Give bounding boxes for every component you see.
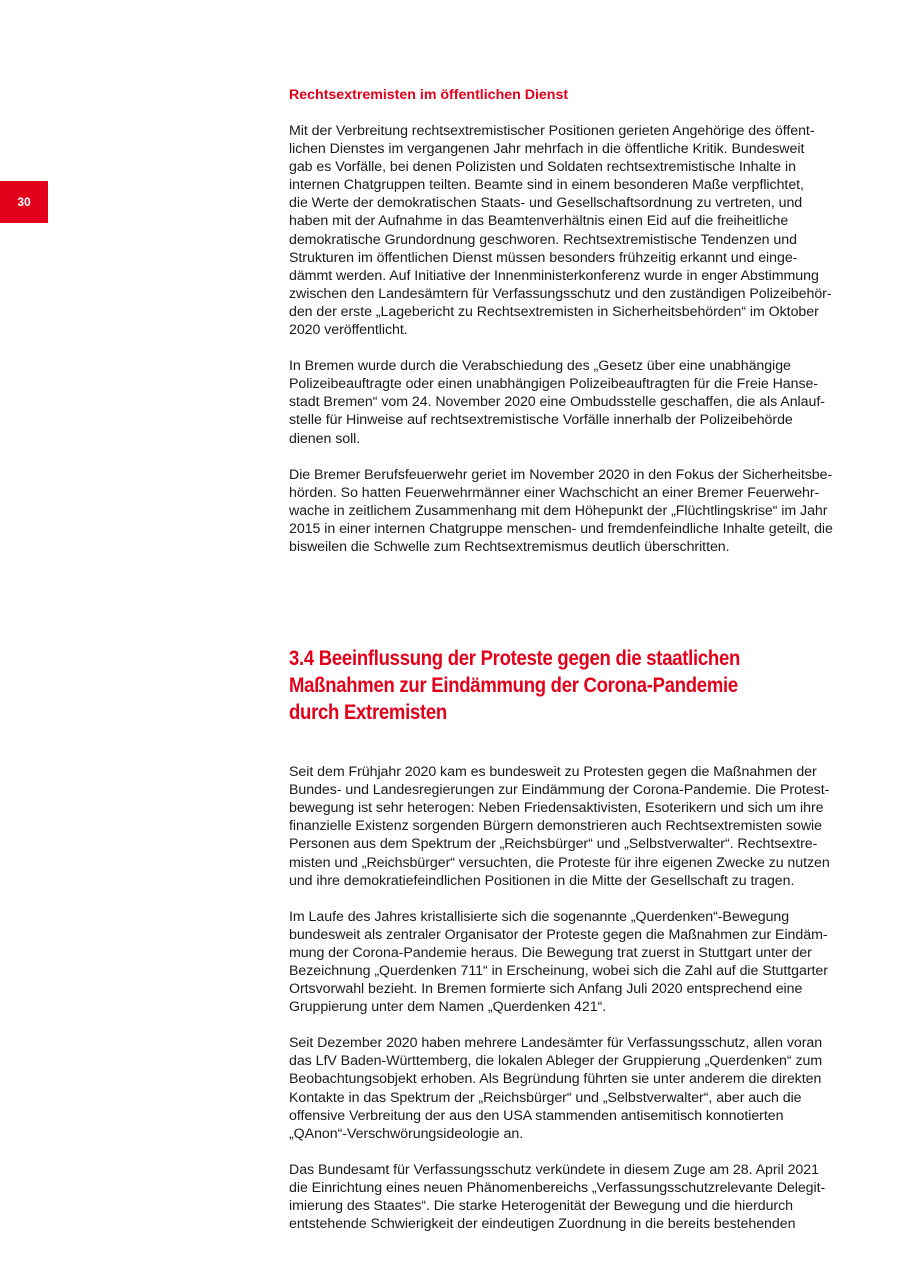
paragraph-line: die Einrichtung eines neuen Phänomenbereichs „Verfassungsschutzrelevante Delegit- <box>289 1179 826 1196</box>
paragraph-line: Gruppierung unter dem Namen „Querdenken 421“. <box>289 999 607 1016</box>
paragraphs-group-a <box>289 122 841 556</box>
paragraph-line: gab es Vorfälle, bei denen Polizisten und Soldaten rechtsextremistische Inhalte in <box>289 159 796 176</box>
subsection-heading: Rechtsextremisten im öffentlichen Dienst <box>289 87 569 103</box>
paragraphs-group-b <box>289 763 841 1233</box>
paragraph-line: den der erste „Lagebericht zu Rechtsextremisten in Sicherheitsbehörden“ im Oktober <box>289 303 819 320</box>
paragraph-line: demokratische Grundordnung geschworen. Rechtsextremistische Tendenzen und <box>289 231 797 248</box>
paragraph-line: Das Bundesamt für Verfassungsschutz verkündete in diesem Zuge am 28. April 2021 <box>289 1161 819 1178</box>
paragraph-line: Kontakte in das Spektrum der „Reichsbürger“ und „Selbstverwalter“, aber auch die <box>289 1089 802 1106</box>
section-title <box>289 645 764 726</box>
paragraph-line: „QAnon“-Verschwörungsideologie an. <box>289 1125 524 1142</box>
paragraph-line: das LfV Baden-Württemberg, die lokalen Ableger der Gruppierung „Querdenken“ zum <box>289 1053 823 1070</box>
paragraph-line: dienen soll. <box>289 430 361 447</box>
paragraph-line: wache in zeitlichem Zusammenhang mit dem Höhepunkt der „Flüchtlingskrise“ im Jahr <box>289 502 828 519</box>
paragraph-line: 2015 in einer internen Chatgruppe menschen- und fremdenfeindliche Inhalte geteilt, die <box>289 520 833 537</box>
paragraph-line: Polizeibeauftragte oder einen unabhängigen Polizeibeauftragten für die Freie Hanse- <box>289 376 819 393</box>
paragraph-line: lichen Dienstes im vergangenen Jahr mehrfach in die öffentliche Kritik. Bundesweit <box>289 141 805 158</box>
paragraph-line: 2020 veröffentlicht. <box>289 322 408 339</box>
paragraph-line: und ihre demokratiefeindlichen Positionen in die Mitte der Gesellschaft zu tragen. <box>289 872 795 889</box>
page-number-tab <box>0 181 48 223</box>
paragraph-line: bisweilen die Schwelle zum Rechtsextremismus deutlich überschritten. <box>289 538 730 555</box>
page-content <box>289 86 841 1251</box>
paragraph <box>289 466 841 556</box>
paragraph-line: offensive Verbreitung der aus den USA stammenden antisemitisch konnotierten <box>289 1107 784 1124</box>
paragraph <box>289 763 841 890</box>
paragraph-line: entstehende Schwierigkeit der eindeutigen Zuordnung in die bereits bestehenden <box>289 1216 796 1233</box>
paragraph-line: Im Laufe des Jahres kristallisierte sich die sogenannte „Querdenken“-Bewegung <box>289 908 790 925</box>
paragraph-line: Ortsvorwahl bezieht. In Bremen formierte sich Anfang Juli 2020 entsprechend eine <box>289 981 803 998</box>
paragraph-line: haben mit der Aufnahme in das Beamtenverhältnis einen Eid auf die freiheitliche <box>289 213 789 230</box>
paragraph-line: Bundes- und Landesregierungen zur Eindämmung der Corona-Pandemie. Die Protest- <box>289 782 830 799</box>
paragraph-line: Bezeichnung „Querdenken 711“ in Erscheinung, wobei sich die Zahl auf die Stuttgarter <box>289 963 828 979</box>
paragraph-line: Seit dem Frühjahr 2020 kam es bundesweit zu Protesten gegen die Maßnahmen der <box>289 764 817 781</box>
paragraph-line: stelle für Hinweise auf rechtsextremistische Vorfälle innerhalb der Polizeibehörde <box>289 412 793 429</box>
paragraph-line: bewegung ist sehr heterogen: Neben Friedensaktivisten, Esoterikern und sich um ihre <box>289 800 824 817</box>
paragraph-line: hörden. So hatten Feuerwehrmänner einer Wachschicht an einer Bremer Feuerwehr- <box>289 484 820 501</box>
paragraph-line: In Bremen wurde durch die Verabschiedung des „Gesetz über eine unabhängige <box>289 358 791 375</box>
paragraph-line: dämmt werden. Auf Initiative der Innenministerkonferenz wurde in enger Abstimmung <box>289 267 819 284</box>
page-number: 30 <box>17 195 31 209</box>
paragraph <box>289 1161 841 1233</box>
paragraph-line: die Werte der demokratischen Staats- und Gesellschaftsordnung zu vertreten, und <box>289 195 803 212</box>
paragraph-line: internen Chatgruppen teilten. Beamte sind in einem besonderen Maße verpflichtet, <box>289 177 804 194</box>
paragraph-line: Seit Dezember 2020 haben mehrere Landesämter für Verfassungsschutz, allen voran <box>289 1035 823 1052</box>
section-title-line: Maßnahmen zur Eindämmung der Corona-Pandemie <box>289 673 738 698</box>
paragraph-line: imierung des Staates“. Die starke Heterogenität der Bewegung und die hierdurch <box>289 1198 793 1215</box>
paragraph-line: Personen aus dem Spektrum der „Reichsbürger“ und „Selbstverwalter“. Rechtsextre- <box>289 836 818 853</box>
paragraph-line: Mit der Verbreitung rechtsextremistischer Positionen gerieten Angehörige des öffent- <box>289 123 815 139</box>
paragraph-line: Strukturen im öffentlichen Dienst müssen besonders frühzeitig erkannt und einge- <box>289 249 798 266</box>
paragraph-line: bundesweit als zentraler Organisator der Proteste gegen die Maßnahmen zur Eindäm- <box>289 926 828 943</box>
paragraph-line: finanzielle Existenz sorgenden Bürgern demonstrieren auch Rechtsextremisten sowie <box>289 818 822 835</box>
paragraph <box>289 122 841 339</box>
paragraph-line: Die Bremer Berufsfeuerwehr geriet im November 2020 in den Fokus der Sicherheitsbe- <box>289 466 833 483</box>
paragraph-line: stadt Bremen“ vom 24. November 2020 eine Ombudsstelle geschaffen, die als Anlauf- <box>289 394 825 411</box>
paragraph <box>289 357 841 447</box>
paragraph <box>289 908 841 1017</box>
section-title-line: durch Extremisten <box>289 700 447 725</box>
paragraph <box>289 1034 841 1143</box>
paragraph-line: misten und „Reichsbürger“ versuchten, die Proteste für ihre eigenen Zwecke zu nutzen <box>289 854 830 871</box>
paragraph-line: mung der Corona-Pandemie heraus. Die Bewegung trat zuerst in Stuttgart unter der <box>289 944 812 961</box>
paragraph-line: zwischen den Landesämtern für Verfassungsschutz und den zuständigen Polizeibehör- <box>289 285 832 302</box>
section-title-line: 3.4 Beeinflussung der Proteste gegen die staatlichen <box>289 646 741 671</box>
paragraph-line: Beobachtungsobjekt erhoben. Als Begründung führten sie unter anderem die direkten <box>289 1071 822 1088</box>
